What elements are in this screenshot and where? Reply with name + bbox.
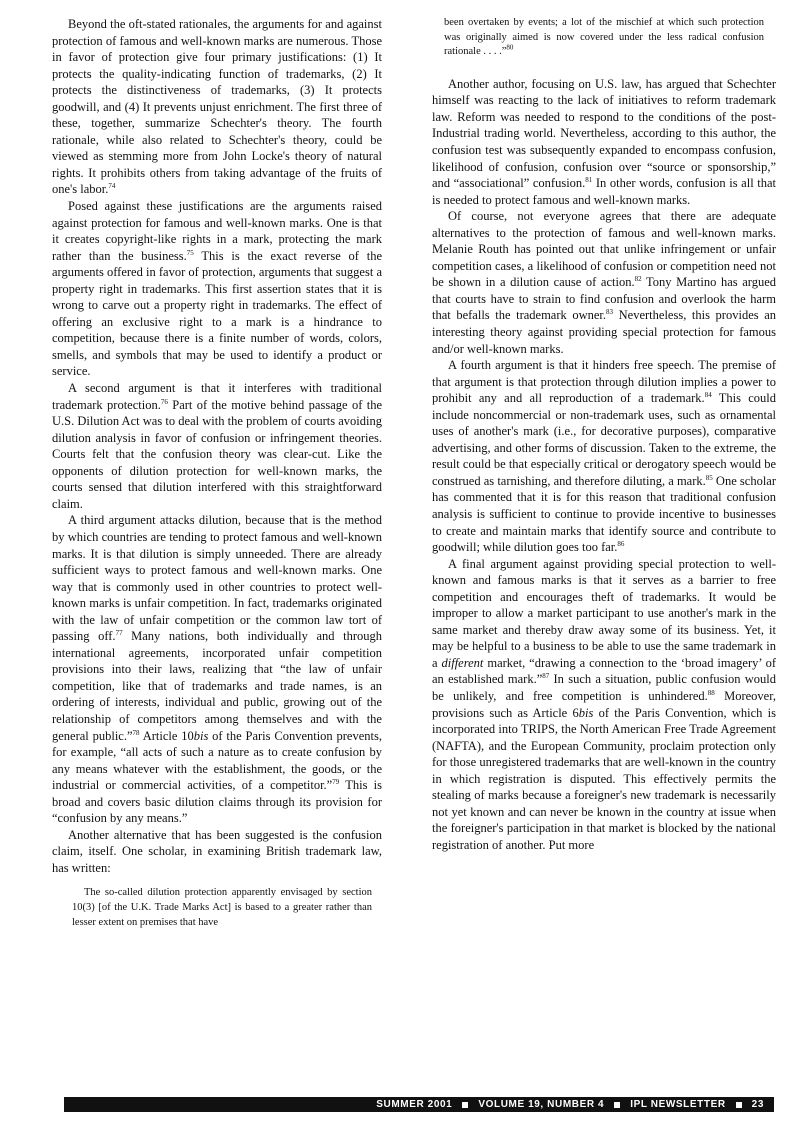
paragraph: A third argument attacks dilution, because that is the method by which countries are tending to protect famous and well-known marks. It is that dilution is simply unneeded. There are already sufficient ways to protect famous and well-known marks. One way that is commonly used in other countries to protect well-known marks is unfair competition. In fact, trademarks originated with the law of unfair competition or the common law tort of passing off.$^{77}$ Many nations, both individually and through international agreements, incorporated unfair competition provisions into their laws, realizing that “the law of unfair competition, like that of trademarks and trade names, is an ordering of interests, individual and public, growing out of the relationship of competitors among themselves and with the general public.”$^{78}$ Article 10bis of the Paris Convention prevents, for example, “all acts of such a nature as to create confusion by any means whatever with the establishment, the goods, or the industrial or commercial activities, of a competitor.”$^{79}$ This is broad and covers basic dilution claims through its provision for “confusion by any means.” [52, 513, 382, 826]
right-column [432, 16, 776, 853]
footnote-ref: 86 [617, 539, 625, 548]
footnote-ref: 84 [704, 391, 712, 400]
italic-text: different [441, 655, 484, 670]
square-bullet-icon [614, 1102, 620, 1108]
footnote-ref: 81 [585, 175, 593, 184]
footer-issue: SUMMER 2001 [376, 1099, 453, 1110]
quote-text: been overtaken by events; a lot of the mischief at which such protection was originally aimed is now covered under the less radical confusion rationale . . . .” [444, 17, 764, 58]
page-footer [64, 1097, 774, 1112]
quote-text: The so-called dilution protection apparently envisaged by section 10(3) [of the U.K. Trade Marks Act] is based to a greater rather than lesser extent on premises that have [72, 887, 372, 928]
footnote-ref: 74 [108, 182, 116, 191]
footer-volume: VOLUME 19, NUMBER 4 [478, 1099, 605, 1110]
footnote-ref: 85 [705, 473, 713, 482]
footer-publication: IPL NEWSLETTER [630, 1099, 726, 1110]
block-quote [72, 886, 372, 930]
paragraph: Another alternative that has been suggested is the confusion claim, itself. One scholar, in examining British trademark law, has written: [52, 827, 382, 875]
footnote-ref: 80 [506, 43, 514, 52]
italic-text: bis [193, 728, 209, 743]
footnote-ref: 83 [606, 308, 614, 317]
square-bullet-icon [462, 1102, 468, 1108]
block-quote-continued [444, 16, 764, 60]
footnote-ref: 82 [634, 275, 642, 284]
footnote-ref: 77 [115, 629, 123, 638]
footnote-ref: 76 [160, 397, 168, 406]
footnote-ref: 79 [332, 778, 340, 786]
paragraph: A final argument against providing special protection to well-known and famous marks is that it serves as a barrier to free competition and encourages theft of trademarks. It would be improper to allow a market participant to use another's mark in the same market and thereby draw away some of its business. Yet, it may be helpful to a business to be able to use the same trademark in a different market, “drawing a connection to the ‘broad imagery’ of an established mark.”$^{87}$ In such a situation, public confusion would be unlikely, and free competition is unhindered.$^{88}$ Moreover, provisions such as Article 6bis of the Paris Convention, which is incorporated into TRIPS, the North American Free Trade Agreement (NAFTA), and the European Community, proclaim protection only for those unregistered trademarks that are well-known in the country in which registration is disputed. This effectively permits the stealing of marks because a foreigner's new trademark is necessarily not yet known and can never be known in the country at issue when the foreigner's participation in that market is blocked by the national registration of another. Put more [432, 556, 776, 852]
page-number: 23 [751, 1099, 764, 1110]
footnote-ref: 88 [707, 688, 715, 697]
paragraph: Another author, focusing on U.S. law, has argued that Schechter himself was reacting to the lack of initiatives to reform trademark law. Reform was needed to respond to the conditions of the post-Industrial trading world. Nevertheless, according to this author, the confusion test was subsequently expanded to encompass confusion, likelihood of confusion, confusion over “source or sponsorship,” and “associational” confusion.$^{81}$ In other words, confusion is all that is needed to protect famous and well-known marks. [432, 76, 776, 207]
paragraph: Posed against these justifications are the arguments raised against protection for famous and well-known marks. One is that it creates copyright-like rights in a mark, protecting the mark rather than the business.$^{75}$ This is the exact reverse of the arguments offered in favor of protection, arguments that suggest a property right in trademarks. This first assertion states that it is wrong to carve out a property right in trademarks. The effect of offering an exclusive right to a mark is a hindrance to competition, because there is a finite number of words, colors, smells, and symbols that may be used to identify a product or service. [52, 199, 382, 379]
paragraph: Of course, not everyone agrees that there are adequate alternatives to the protection of famous and well-known marks. Melanie Routh has pointed out that unlike infringement or unfair competition cases, a likelihood of confusion or competition need not be shown in a dilution cause of action.$^{82}$ Tony Martino has argued that courts have to strain to find confusion and overlook the harm that befalls the trademark owner.$^{83}$ Nevertheless, this provides an interesting theory against providing special protection for famous and/or well-known marks. [432, 209, 776, 356]
square-bullet-icon [736, 1102, 742, 1108]
paragraph: A fourth argument is that it hinders free speech. The premise of that argument is that protection through dilution implies a power to prohibit any and all reproduction of a trademark.$^{84}$ This could include noncommercial or non-trademark uses, such as ornamental uses of another's mark (i.e., for decorative purposes), comparative advertising, and other forms of discussion. Taken to the extreme, the result could be that especially critical or derogatory speech would be construed as tarnishing, and therefore diluting, a mark.$^{85}$ One scholar has commented that it is for this reason that traditional confusion analysis is sufficient to continue to provide incentive to businesses to create and maintain marks that identify source and contribute to goodwill; while dilution goes too far.$^{86}$ [432, 358, 777, 555]
left-column [52, 16, 382, 930]
footnote-ref: 75 [186, 248, 194, 257]
paragraph: A second argument is that it interferes with traditional trademark protection.$^{76}$ Part of the motive behind passage of the U.S. Dilution Act was to deal with the problem of courts avoiding dilution analysis in favor of confusion or infringement theories. Courts felt that the confusion theory was clear-cut. Like the opponents of dilution protection for well-known marks, the courts sensed that dilution interfered with this straightforward claim. [52, 381, 383, 511]
footnote-ref: 87 [542, 672, 550, 681]
paragraph: Beyond the oft-stated rationales, the arguments for and against protection of famous and well-known marks are numerous. Those in favor of protection give four primary justifications: (1) It protects the quality-indicating function of trademarks, (2) It protects the distinctiveness of trademarks, (3) It protects goodwill, and (4) It prevents unjust enrichment. The first three of these, together, summarize Schechter's theory. The fourth rationale, while also related to Schechter's theory, could be viewed as stemming more from John Locke's theory of natural rights. It prohibits others from taking advantage of the fruits of one's labor.$^{74}$ [52, 17, 382, 197]
footnote-ref: 78 [132, 728, 140, 737]
italic-text: bis [578, 705, 594, 720]
